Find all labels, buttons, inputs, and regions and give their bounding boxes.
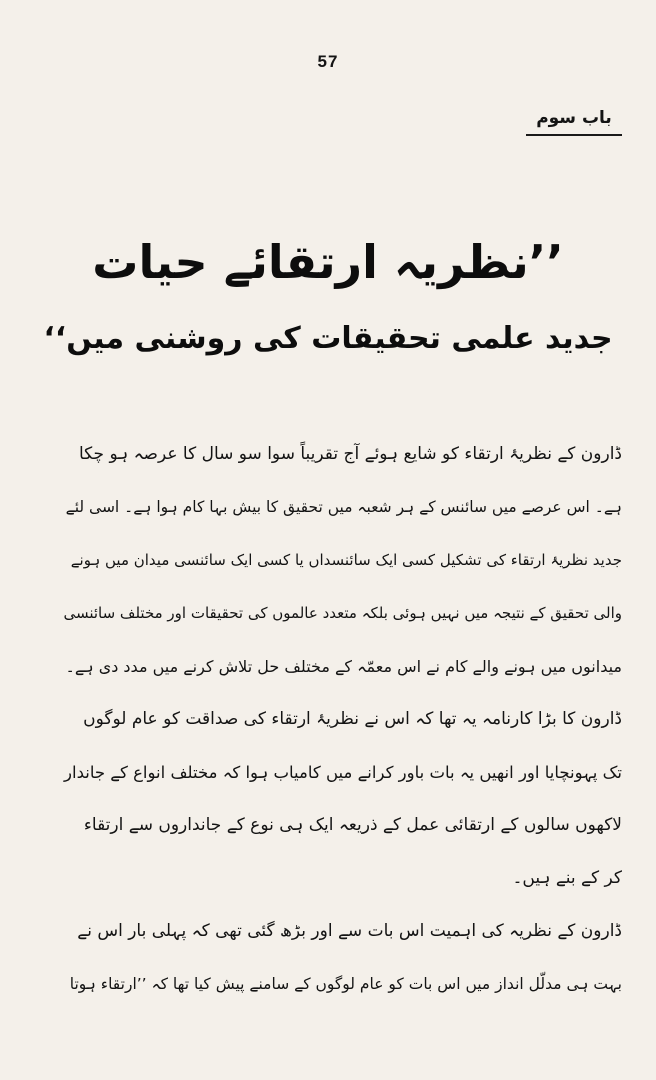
title-line-2: جدید علمی تحقیقات کی روشنی میں‘‘ — [43, 321, 613, 356]
body-text — [54, 428, 622, 1011]
body-line: بہت ہی مدلّل انداز میں اس بات کو عام لوگوں کے سامنے پیش کیا تھا کہ ’’ارتقاء ہوتا — [69, 975, 622, 993]
body-line: ہے۔ اس عرصے میں سائنس کے ہر شعبہ میں تحقیق کا بیش بہا کام ہوا ہے۔ اسی لئے — [65, 498, 622, 516]
body-line: جدید نظریۂ ارتقاء کی تشکیل کسی ایک سائنسداں یا کسی ایک سائنسی میدان میں ہونے — [70, 551, 622, 569]
body-line: تک پہونچایا اور انھیں یہ بات باور کرانے میں کامیاب ہوا کہ مختلف انواع کے جاندار — [64, 763, 622, 782]
body-line: والی تحقیق کے نتیجہ میں نہیں ہوئی بلکہ متعدد عالموں کی تحقیقات اور مختلف سائنسی — [63, 604, 622, 622]
page-number: 57 — [317, 52, 339, 71]
body-line: ڈارون کا بڑا کارنامہ یہ تھا کہ اس نے نظریۂ ارتقاء کی صداقت کو عام لوگوں — [83, 709, 622, 729]
body-line: ڈارون کے نظریہ کی اہمیت اس بات سے اور بڑھ گئی تھی کہ پہلی بار اس نے — [77, 921, 622, 941]
chapter-title — [40, 225, 616, 379]
body-line: کر کے بنے ہیں۔ — [512, 868, 622, 888]
title-line-1: ’’نظریہ ارتقائے حیات — [92, 235, 564, 289]
chapter-label: باب سوم — [526, 108, 622, 136]
body-line: لاکھوں سالوں کے ارتقائی عمل کے ذریعہ ایک ہی نوع کے جانداروں سے ارتقاء — [83, 815, 622, 835]
body-line: میدانوں میں ہونے والے کام نے اس معمّہ کے مختلف حل تلاش کرنے میں مدد دی ہے۔ — [65, 657, 622, 676]
body-line: ڈارون کے نظریۂ ارتقاء کو شایع ہوئے آج تقریباً سوا سو سال کا عرصہ ہو چکا — [78, 444, 622, 464]
